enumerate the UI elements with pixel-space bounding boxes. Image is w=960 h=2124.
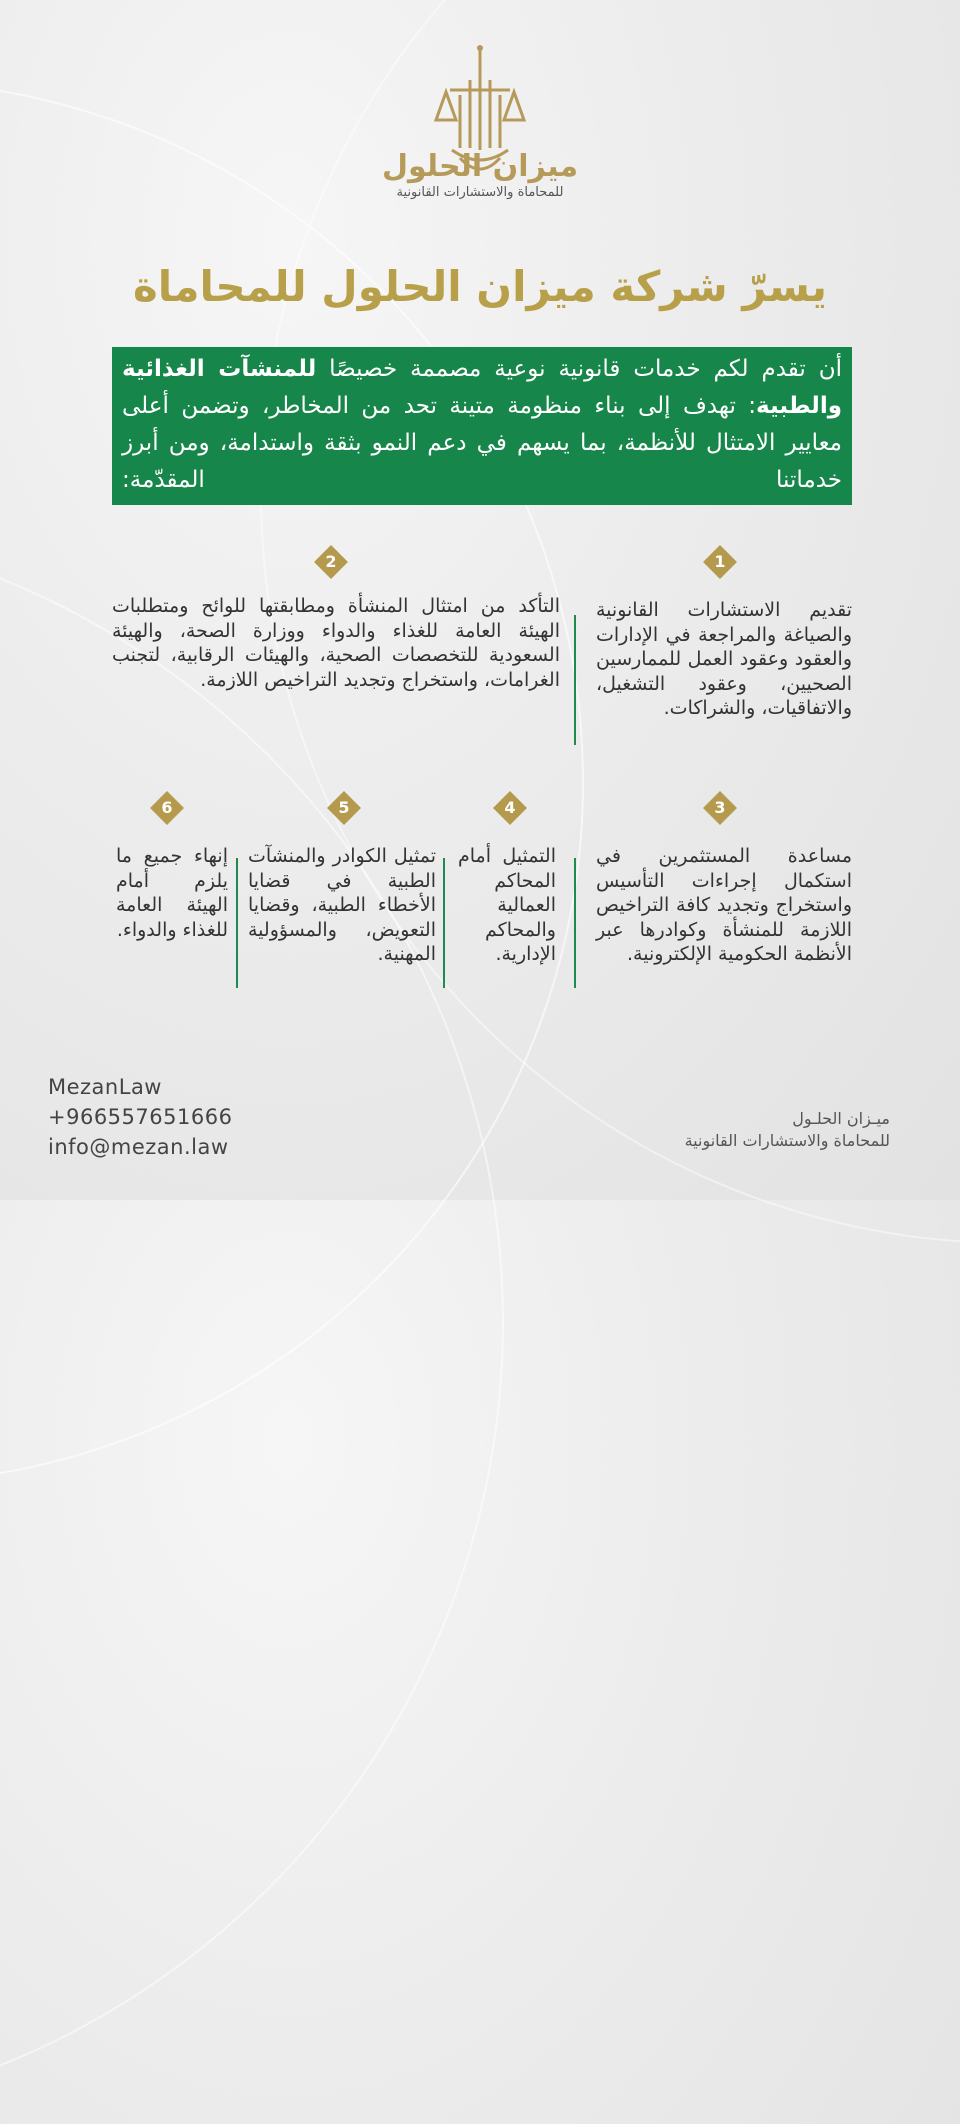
footer-brand-subtitle: للمحاماة والاستشارات القانونية	[684, 1131, 890, 1150]
service-number: 6	[161, 798, 173, 817]
phone-number: +966557651666	[48, 1105, 233, 1129]
service-number: 5	[338, 798, 350, 817]
service-number-badge	[703, 545, 737, 579]
divider-line	[443, 858, 445, 988]
service-3-text: مساعدة المستثمرين في استكمال إجراءات التأسيس واستخراج وتجديد كافة التراخيص اللازمة للمنشأة وكوادرها عبر الأنظمة الحكومية الإلكترونية.	[596, 845, 852, 965]
intro-box	[112, 347, 852, 505]
service-5-text: تمثيل الكوادر والمنشآت الطبية في قضايا الأخطاء الطبية، وقضايا التعويض، والمسؤولية المهنية.	[248, 845, 436, 965]
page-title: يسرّ شركة ميزان الحلول للمحاماة	[132, 262, 827, 311]
divider-line	[574, 858, 576, 988]
service-4-text: التمثيل أمام المحاكم العمالية والمحاكم الإدارية.	[458, 845, 556, 965]
service-2-text: التأكد من امتثال المنشأة ومطابقتها للوائح ومتطلبات الهيئة العامة للغذاء والدواء ووزارة الصحة، والهيئة السعودية للتخصصات الصحية، والهيئات الرقابية، لتجنب الغرامات، واستخراج وتجديد التراخيص اللازمة.	[112, 595, 560, 691]
email-address: info@mezan.law	[48, 1135, 229, 1159]
intro-text	[122, 351, 842, 499]
service-6-text: إنهاء جميع ما يلزم أمام الهيئة العامة للغذاء والدواء.	[116, 845, 228, 941]
contact-block	[48, 1072, 232, 1162]
footer-brand	[685, 1108, 890, 1152]
social-handle: MezanLaw	[48, 1075, 162, 1099]
service-number-badge	[150, 791, 184, 825]
intro-bold: للمنشآت الغذائية والطبية	[122, 356, 842, 419]
intro-part1: أن تقدم لكم خدمات قانونية نوعية مصممة خصيصًا	[329, 356, 843, 382]
service-number: 3	[714, 798, 726, 817]
logo-name: ميزان الحلول	[381, 149, 579, 184]
service-number: 2	[325, 552, 337, 571]
service-number: 4	[504, 798, 516, 817]
divider-line	[574, 615, 576, 745]
logo-subtitle: للمحاماة والاستشارات القانونية	[396, 185, 564, 200]
service-number-badge	[327, 791, 361, 825]
service-number-badge	[314, 545, 348, 579]
service-number-badge	[493, 791, 527, 825]
footer-brand-name: ميـزان الحلـول	[792, 1109, 890, 1128]
intro-part2: : تهدف إلى بناء منظومة متينة تحد من المخاطر، وتضمن أعلى معايير الامتثال للأنظمة، بما يسهم في دعم النمو بثقة واستدامة، ومن أبرز خدماتنا المقدّمة:	[122, 393, 842, 493]
service-number-badge	[703, 791, 737, 825]
divider-line	[236, 858, 238, 988]
logo-wordmark	[380, 150, 580, 202]
service-number: 1	[714, 552, 726, 571]
service-1-text: تقديم الاستشارات القانونية والصياغة والمراجعة في الإدارات والعقود وعقود العمل للممارسين الصحيين، وعقود التشغيل، والاتفاقيات، والشراكات.	[596, 599, 852, 719]
